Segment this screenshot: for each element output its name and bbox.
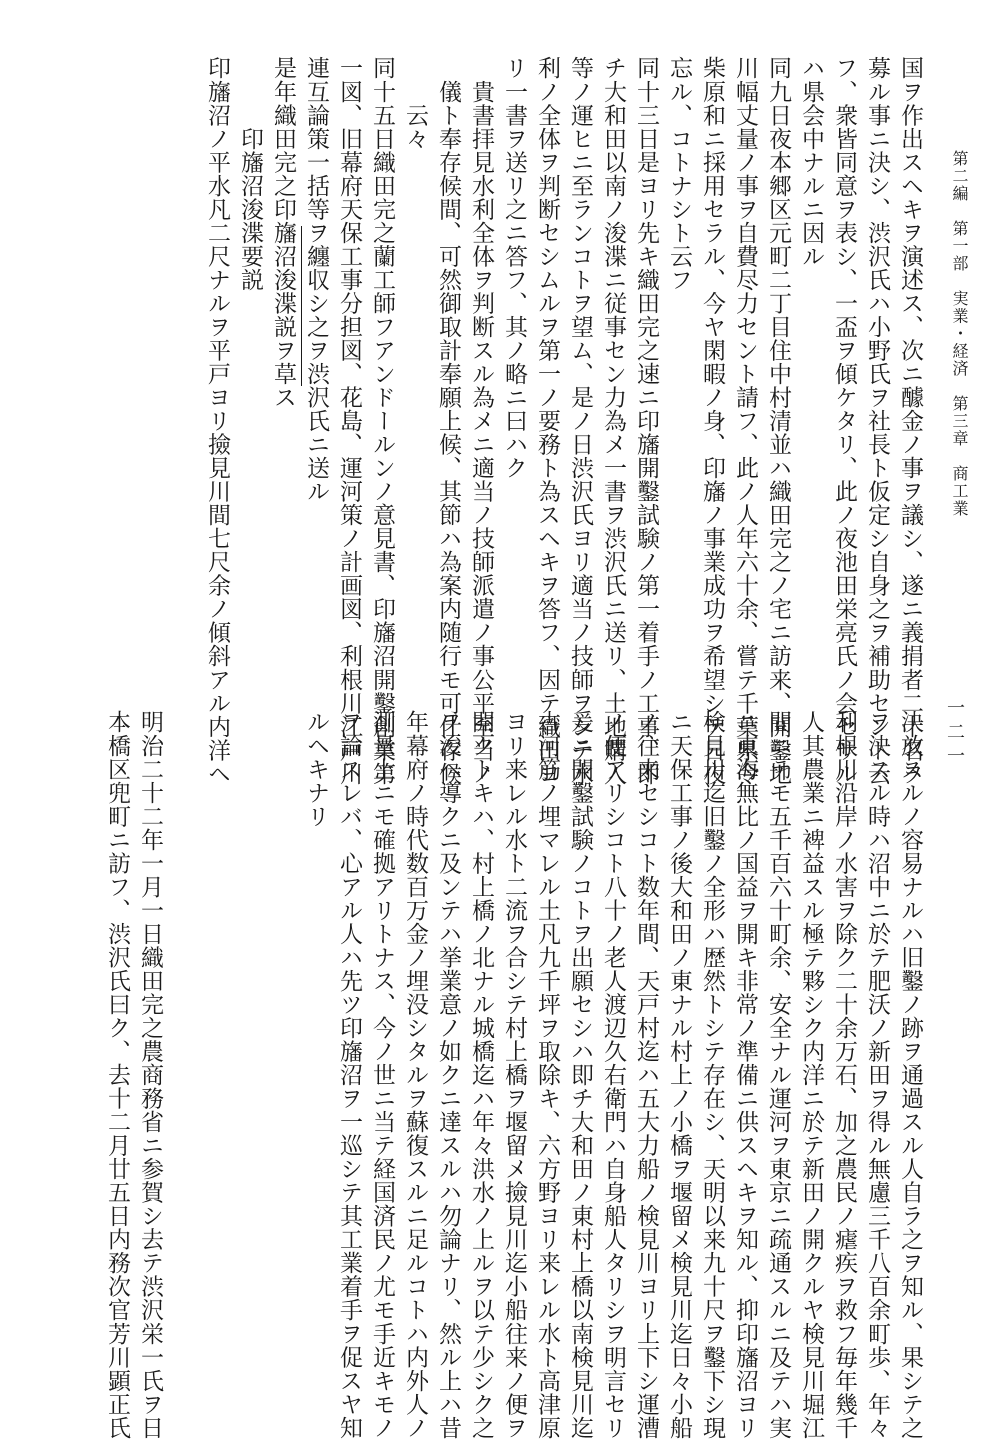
text-column: 検見川迄旧鑿ノ全形ハ歴然トシテ存在シ、天明以来九十尺ヲ鑿下シ現 — [699, 710, 725, 1439]
text-column: ノ便アリシコト八十ノ老人渡辺久右衛門ハ自身船人タリシヲ明言セリ — [600, 710, 626, 1439]
text-column: 印旛沼浚渫要説 — [237, 56, 263, 292]
text-column: 国ヲ作出スヘキヲ演述ス、次ニ醵金ノ事ヲ議シ、遂ニ義捐者二十名ヲ — [897, 56, 923, 786]
page-number: 一二一 — [944, 698, 965, 770]
text-column: ニ天保工事ノ後大和田ノ東ナル村上ノ小橋ヲ堰留メ検見川迄日々小船 — [666, 710, 692, 1439]
text-column: 是年織田完之印旛沼浚渫説ヲ草ス — [270, 56, 296, 409]
text-column: 人其農業ニ裨益スル極テ夥シク内洋ニ於テ新田ノ開クルヤ検見川堀江 — [798, 710, 824, 1439]
text-column: ヨリ来レル水ト二流ヲ合シテ村上橋ヲ堰留メ撿見川迄小船往来ノ便ヲ — [501, 710, 527, 1439]
text-column: ヲ論スレバ、心アル人ハ先ツ印旛沼ヲ一巡シテ其工業着手ヲ促スヤ知 — [336, 710, 362, 1439]
text-column: リ一書ヲ送リ之ニ答フ、其ノ略ニ曰ハク — [501, 56, 527, 480]
text-column: 印旛沼ノ平水凡二尺ナルヲ平戸ヨリ撿見川間七尺余ノ傾斜アル内洋ヘ — [204, 56, 230, 786]
text-column: 開クトキハ、村上橋ノ北ナル城橋迄ハ年々洪水ノ上ルヲ以テ少シク之 — [468, 710, 494, 1439]
text-column: 等ノ運ヒニ至ランコトヲ望ム、是ノ日渋沢氏ヨリ適当ノ技師ヲシテ水 — [567, 56, 593, 786]
text-column: ルヘキナリ — [303, 710, 329, 828]
text-column: 儀ト奉存候間、可然御取計奉願上候、其節ハ為案内随行モ可仕存候 — [435, 56, 461, 786]
text-column: 連互論策一括等ヲ纏収シ之ヲ渋沢氏ニ送ル — [303, 56, 329, 503]
text-column: 一図、旧幕府天保工事分担図、花島、運河策ノ計画図、利根川江戸川 — [336, 56, 362, 786]
text-column: ヲ決スル時ハ沼中ニ於テ肥沃ノ新田ヲ得ル無慮三千八百余町歩、年々 — [864, 710, 890, 1439]
text-column: 爰ニ開鑿試験ノコトヲ出願セシハ即チ大和田ノ東村上橋以南検見川迄 — [567, 710, 593, 1439]
text-column: 同九日夜本郷区元町二丁目住中村清並ハ織田完之ノ宅ニ訪来、開鑿地 — [765, 56, 791, 786]
text-column: 明治二十二年一月一日織田完之農商務省ニ参賀シ去テ渋沢栄一氏ヲ日 — [137, 710, 163, 1439]
text-column: ノ往来セシコト数年間、天戸村迄ハ五大力船ノ検見川ヨリ上下シ運漕 — [633, 710, 659, 1439]
text-column: 同十三日是ヨリ先キ織田完之速ニ印旛開鑿試験ノ第一着手ノ工事、即 — [633, 56, 659, 786]
side-line-mark — [301, 226, 302, 386]
text-column: 忘ル、コトナシト云フ — [666, 56, 692, 292]
text-column: 利根川沿岸ノ水害ヲ除ク二十余万石、加之農民ノ瘧疾ヲ救フ毎年幾千 — [831, 710, 857, 1439]
text-column: ヲ浚ヘ導クニ及ンテハ挙業意ノ如クニ達スルハ勿論ナリ、然ル上ハ昔 — [435, 710, 461, 1439]
text-column: フ、衆皆同意ヲ表シ、一盃ヲ傾ケタリ、此ノ夜池田栄亮氏ノ会セサル — [831, 56, 857, 786]
text-column: ニ東海無比ノ国益ヲ開キ非常ノ準備ニ供スヘキヲ知ル、抑印旛沼ヨリ — [732, 710, 758, 1439]
text-column: 同十五日織田完之蘭工師フアンドールンノ意見書、印旛沼開鑿創業第 — [369, 56, 395, 786]
text-column: 利ノ全体ヲ判断セシムルヲ第一ノ要務ト為スヘキヲ答フ、因テ織田ヨ — [534, 56, 560, 786]
text-column: 云々 — [402, 56, 428, 151]
running-head: 第二編 第一部 実業・経済 第三章 商工業 — [950, 150, 969, 518]
text-column: 間ニテモ五千百六十町余、安全ナル運河ヲ東京ニ疏通スルニ及テハ実 — [765, 710, 791, 1439]
text-column: 柴原和ニ採用セラル、今ヤ閑暇ノ身、印旛ノ事業成功ヲ希望シテ日夜 — [699, 56, 725, 786]
text-column: 募ル事ニ決シ、渋沢氏ハ小野氏ヲ社長ト仮定シ自身之ヲ補助セント云 — [864, 56, 890, 786]
text-column: 本橋区兜町ニ訪フ、渋沢氏曰ク、去十二月廿五日内務次官芳川顕正氏 — [104, 710, 130, 1439]
text-column: ハ県会中ナルニ因ル — [798, 56, 824, 268]
text-column: 測量上ニモ確拠アリトナス、今ノ世ニ当テ経国済民ノ尤モ手近キモノ — [369, 710, 395, 1439]
text-column: 年幕府ノ時代数百万金ノ埋没シタルヲ蘇復スルニ足ルコトハ内外人ノ — [402, 710, 428, 1439]
text-column: 川幅丈量ノ事ヲ自費尽力セント請フ、此ノ人年六十余、嘗テ千葉県令 — [732, 56, 758, 786]
text-column: 貴書拝見水利全体ヲ判断スル為メニ適当ノ技師派遣ノ事公平至当ノ — [468, 56, 494, 786]
text-column: 決放スルノ容易ナルハ旧鑿ノ跡ヲ通過スル人自ラ之ヲ知ル、果シテ之 — [897, 710, 923, 1439]
text-column: チ大和田以南ノ浚渫ニ従事セン力為メ一書ヲ渋沢氏ニ送リ、土地購入 — [600, 56, 626, 786]
text-column: 古河筋ノ埋マレル土凡九千坪ヲ取除キ、六方野ヨリ来レル水ト高津原 — [534, 710, 560, 1439]
